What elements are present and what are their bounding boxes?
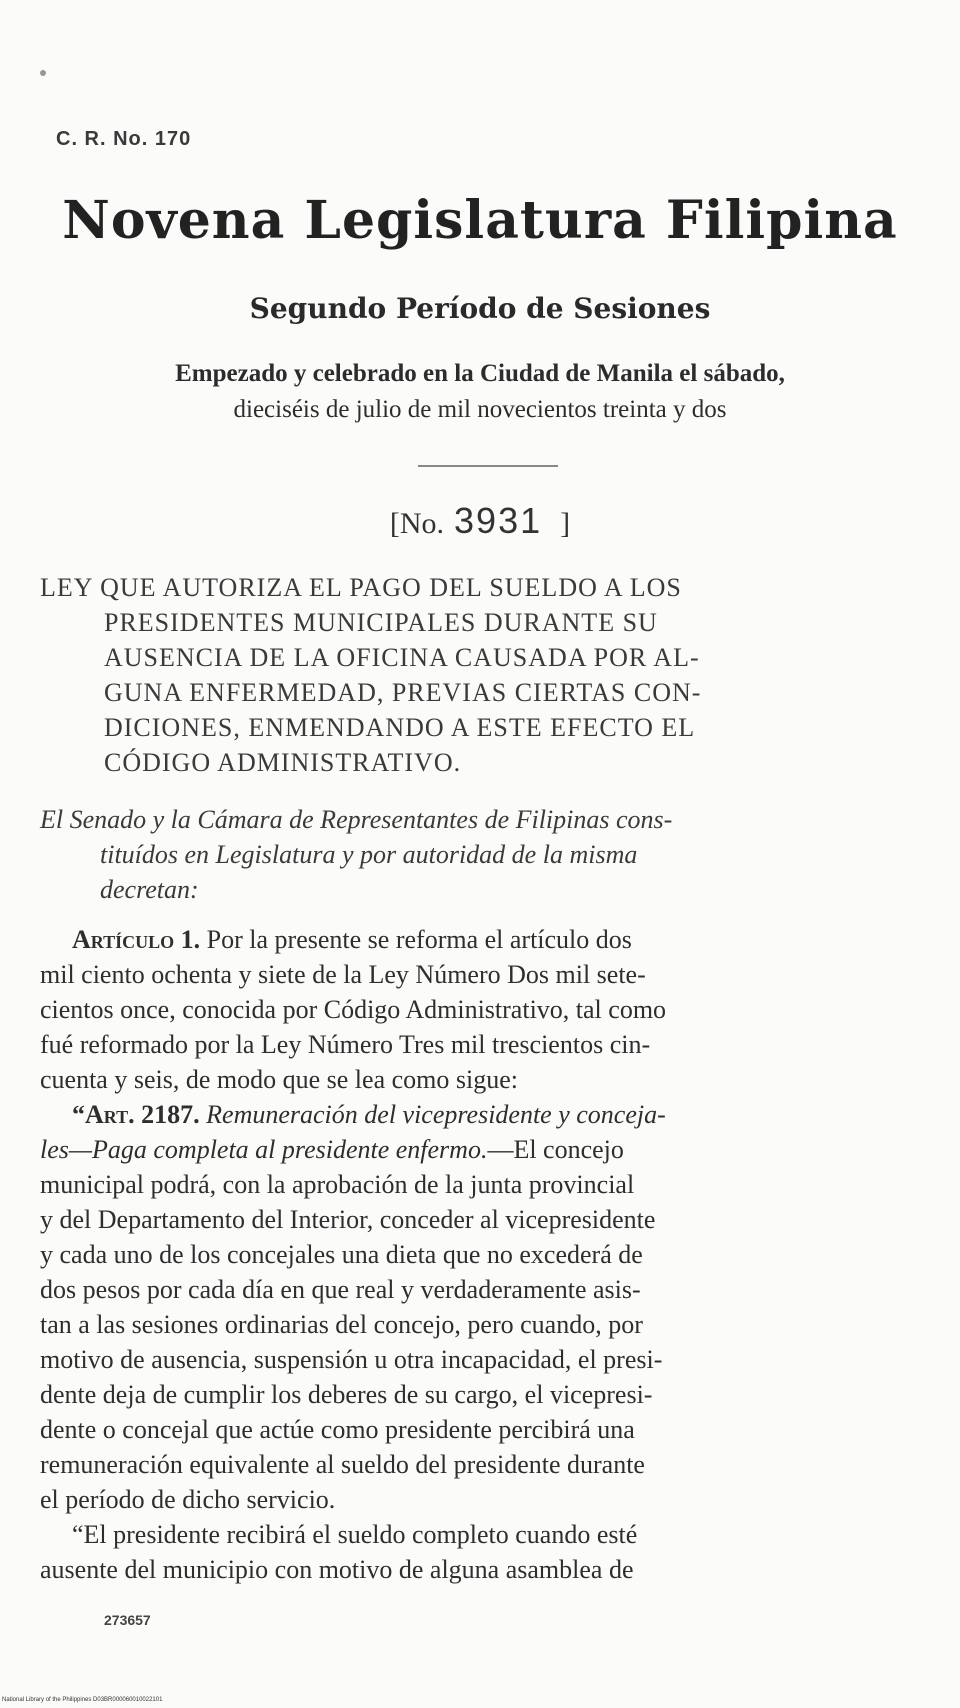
article-label: Artículo 1. [72, 925, 201, 954]
enacting-line: tituídos en Legislatura y por autoridad de la misma [100, 840, 638, 869]
section-heading-line [40, 1132, 912, 1167]
document-title: Novena Legislatura Filipina [62, 190, 898, 251]
section-line: motivo de ausencia, suspensión u otra incapacidad, el presi- [40, 1345, 663, 1374]
section-prefix: “Art. 2187. [72, 1100, 200, 1129]
article-line: cuenta y seis, de modo que se lea como sigue: [40, 1065, 518, 1094]
law-title-line: LEY QUE AUTORIZA EL PAGO DEL SUELDO A LOS [40, 573, 682, 602]
body-text [40, 922, 912, 1587]
article-line: fué reformado por la Ley Número Tres mil trescientos cin- [40, 1030, 651, 1059]
section-line: dos pesos por cada día en que real y verdaderamente asis- [40, 1275, 641, 1304]
section-line: dente deja de cumplir los deberes de su cargo, el vicepresi- [40, 1380, 653, 1409]
law-title-line: CÓDIGO ADMINISTRATIVO. [104, 748, 462, 777]
reference-number: C. R. No. 170 [56, 128, 192, 150]
document-subtitle: Segundo Período de Sesiones [249, 292, 711, 325]
session-line-2: dieciséis de julio de mil novecientos treinta y dos [233, 396, 727, 423]
enacting-clause [40, 802, 910, 907]
law-title-line: DICIONES, ENMENDANDO A ESTE EFECTO EL [104, 713, 696, 742]
section-heading: Remuneración del vicepresidente y conceja- [206, 1100, 666, 1129]
law-title-line: PRESIDENTES MUNICIPALES DURANTE SU [104, 608, 658, 637]
section-line: y cada uno de los concejales una dieta que no excederá de [40, 1240, 643, 1269]
archive-footer: National Library of the Philippines D03BR000060010022101 [2, 1697, 163, 1703]
paragraph-line: “El presidente recibirá el sueldo completo cuando esté [72, 1520, 638, 1549]
enacting-line: decretan: [100, 875, 199, 904]
article-line: mil ciento ochenta y siete de la Ley Número Dos mil sete- [40, 960, 646, 989]
section-line: y del Departamento del Interior, conceder al vicepresidente [40, 1205, 656, 1234]
law-title-line: GUNA ENFERMEDAD, PREVIAS CIERTAS CON- [104, 678, 702, 707]
section-heading-line [40, 1097, 912, 1132]
act-number-prefix: [No. [389, 507, 445, 540]
session-statement [0, 356, 960, 428]
paragraph-line: ausente del municipio con motivo de alguna asamblea de [40, 1555, 634, 1584]
section-line: remuneración equivalente al sueldo del presidente durante [40, 1450, 645, 1479]
divider-rule [418, 465, 558, 467]
section-line: dente o concejal que actúe como presidente percibirá una [40, 1415, 635, 1444]
print-number: 273657 [104, 1612, 151, 1628]
act-number-value: 3931 [454, 500, 543, 541]
act-number [0, 500, 960, 542]
section-heading-tail: —El concejo [487, 1135, 624, 1164]
article-first-line [40, 922, 912, 957]
article-line: Por la presente se reforma el artículo dos [206, 925, 632, 954]
law-title [40, 570, 910, 780]
ink-speck [40, 70, 46, 76]
section-line: municipal podrá, con la aprobación de la junta provincial [40, 1170, 635, 1199]
session-line-1: Empezado y celebrado en la Ciudad de Manila el sábado, [175, 360, 785, 387]
article-line: cientos once, conocida por Código Administrativo, tal como [40, 995, 667, 1024]
law-title-line: AUSENCIA DE LA OFICINA CAUSADA POR AL- [104, 643, 700, 672]
enacting-line: El Senado y la Cámara de Representantes de Filipinas cons- [40, 805, 673, 834]
section-line: el período de dicho servicio. [40, 1485, 336, 1514]
section-line: tan a las sesiones ordinarias del concejo, pero cuando, por [40, 1310, 643, 1339]
act-number-suffix: ] [560, 507, 571, 540]
section-heading: les—Paga completa al presidente enfermo. [40, 1135, 488, 1164]
